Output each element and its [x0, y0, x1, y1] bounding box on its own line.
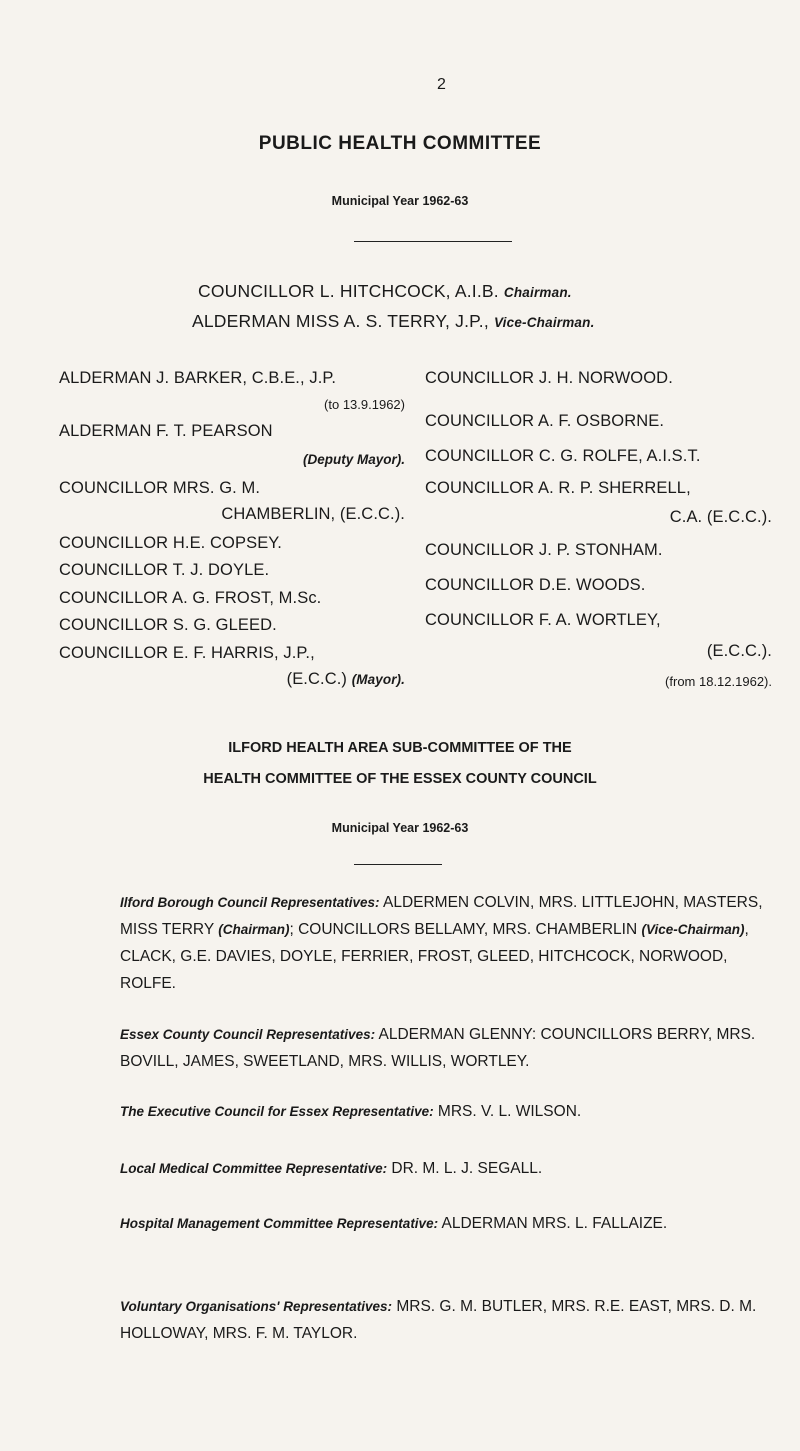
executive-text: MRS. V. L. WILSON. [433, 1103, 582, 1120]
member-pearson: ALDERMAN F. T. PEARSON [59, 422, 273, 440]
member-copsey: COUNCILLOR H.E. COPSEY. [59, 534, 282, 552]
chairman-line [198, 281, 572, 302]
member-barker-note: (to 13.9.1962) [324, 397, 405, 412]
member-pearson-note: (Deputy Mayor). [302, 452, 405, 467]
member-harris-ecc: (E.C.C.) [286, 670, 347, 688]
executive-representative [120, 1098, 775, 1125]
member-wortley-line1: COUNCILLOR F. A. WORTLEY, [425, 611, 661, 629]
member-harris-note: (Mayor). [351, 672, 405, 687]
medical-text: DR. M. L. J. SEGALL. [387, 1160, 543, 1177]
chairman-name: COUNCILLOR L. HITCHCOCK, A.I.B. [198, 281, 499, 301]
member-wortley-note: (from 18.12.1962). [665, 674, 772, 689]
member-chamberlin-line2: CHAMBERLIN, (E.C.C.). [221, 505, 405, 523]
member-norwood: COUNCILLOR J. H. NORWOOD. [425, 369, 673, 387]
subcommittee-title-line1: ILFORD HEALTH AREA SUB-COMMITTEE OF THE [228, 740, 572, 756]
committee-title: PUBLIC HEALTH COMMITTEE [258, 133, 542, 154]
vice-chairman-role: Vice-Chairman. [493, 315, 595, 330]
hospital-text: ALDERMAN MRS. L. FALLAIZE. [438, 1215, 668, 1232]
chairman-role: Chairman. [503, 285, 572, 300]
essex-representatives [120, 1021, 775, 1075]
hospital-representative [120, 1210, 775, 1237]
ilford-label: Ilford Borough Council Representatives: [120, 895, 380, 910]
ilford-representatives [120, 889, 775, 997]
medical-label: Local Medical Committee Representative: [120, 1161, 388, 1176]
ilford-vice-chairman: (Vice-Chairman) [641, 922, 745, 937]
member-frost: COUNCILLOR A. G. FROST, M.Sc. [59, 589, 322, 607]
vice-chairman-line [192, 311, 595, 332]
member-sherrell-line2: C.A. (E.C.C.). [669, 508, 772, 526]
member-wortley-line2: (E.C.C.). [706, 642, 772, 660]
member-chamberlin-line1: COUNCILLOR MRS. G. M. [59, 479, 261, 497]
essex-label: Essex County Council Representatives: [120, 1027, 376, 1042]
voluntary-label: Voluntary Organisations' Representatives: [120, 1299, 393, 1314]
member-osborne: COUNCILLOR A. F. OSBORNE. [425, 412, 665, 430]
member-doyle: COUNCILLOR T. J. DOYLE. [59, 561, 270, 579]
ilford-text: , CLACK, G.E. DAVIES, DOYLE, FERRIER, FROST, GLEED, HITCHCOCK, NORWOOD, ROLFE. [120, 921, 749, 992]
member-stonham: COUNCILLOR J. P. STONHAM. [425, 541, 663, 559]
vice-chairman-name: ALDERMAN MISS A. S. TERRY, J.P., [192, 311, 489, 331]
member-woods: COUNCILLOR D.E. WOODS. [425, 576, 646, 594]
essex-text: ALDERMAN GLENNY: COUNCILLORS BERRY, MRS. BOVILL, JAMES, SWEETLAND, MRS. WILLIS, WORTLEY. [120, 1026, 756, 1070]
member-harris-line1: COUNCILLOR E. F. HARRIS, J.P., [59, 644, 315, 662]
committee-municipal-year: Municipal Year 1962-63 [331, 194, 469, 208]
ilford-text: ; COUNCILLORS BELLAMY, MRS. CHAMBERLIN [289, 921, 642, 938]
subcommittee-title-line2: HEALTH COMMITTEE OF THE ESSEX COUNTY COUNCIL [203, 771, 597, 787]
ilford-chairman: (Chairman) [218, 922, 290, 937]
member-barker: ALDERMAN J. BARKER, C.B.E., J.P. [59, 369, 337, 387]
medical-representative [120, 1155, 775, 1182]
executive-label: The Executive Council for Essex Representative: [120, 1104, 434, 1119]
divider [354, 864, 442, 865]
voluntary-text: MRS. G. M. BUTLER, MRS. R.E. EAST, MRS. D. M. HOLLOWAY, MRS. F. M. TAYLOR. [120, 1298, 757, 1342]
subcommittee-municipal-year: Municipal Year 1962-63 [331, 821, 469, 835]
page-number: 2 [437, 76, 446, 93]
ilford-text: ALDERMEN COLVIN, MRS. LITTLEJOHN, MASTERS, MISS TERRY [120, 894, 763, 938]
member-gleed: COUNCILLOR S. G. GLEED. [59, 616, 277, 634]
member-sherrell-line1: COUNCILLOR A. R. P. SHERRELL, [425, 479, 691, 497]
voluntary-representatives [120, 1293, 775, 1347]
divider [354, 241, 512, 242]
member-rolfe: COUNCILLOR C. G. ROLFE, A.I.S.T. [425, 447, 701, 465]
hospital-label: Hospital Management Committee Representative: [120, 1216, 439, 1231]
